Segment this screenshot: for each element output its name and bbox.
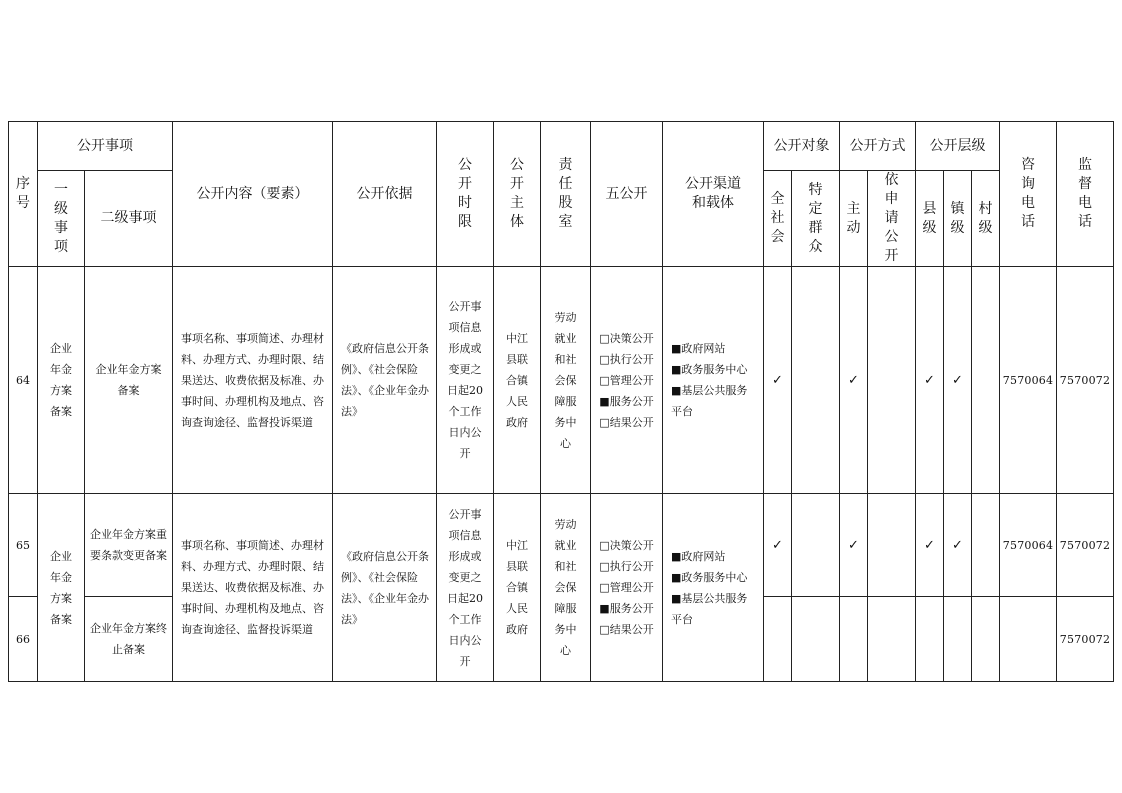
row-basis: 《政府信息公开条例》、《社会保险法》、《企业年金办法》 xyxy=(333,267,437,494)
header-content: 公开内容（要素） xyxy=(173,122,333,267)
header-method: 公开方式 xyxy=(840,122,916,171)
row-dept: 劳动就业和社会保障服务中心 xyxy=(541,267,591,494)
row-subject: 中江县联合镇人民政府 xyxy=(494,267,541,494)
row-five xyxy=(591,494,663,682)
row-aud-all: ✓ xyxy=(764,494,792,597)
row-supervise: 7570072 xyxy=(1057,494,1114,597)
five-item: □执行公开 xyxy=(599,352,654,366)
row-subject: 中江县联合镇人民政府 xyxy=(494,494,541,682)
header-aud-specific: 特定群众 xyxy=(792,171,840,267)
header-level1: 一级事项 xyxy=(38,171,85,267)
header-lvl-town: 镇级 xyxy=(944,171,972,267)
channel-item: ■政府网站 xyxy=(671,342,726,355)
five-item: □决策公开 xyxy=(599,539,654,552)
table-row xyxy=(9,494,1114,597)
row-time-limit: 公开事项信息形成或变更之日起20个工作日内公开 xyxy=(437,267,494,494)
row-aud-all xyxy=(764,597,792,682)
channel-item: ■政务服务中心 xyxy=(671,570,748,584)
channel-item: ■政务服务中心 xyxy=(671,363,748,376)
five-item: □结果公开 xyxy=(599,623,654,636)
row-dept: 劳动就业和社会保障服务中心 xyxy=(541,494,591,682)
header-method-apply: 依申请公开 xyxy=(868,171,916,267)
header-audience: 公开对象 xyxy=(764,122,840,171)
header-aud-all: 全社会 xyxy=(764,171,792,267)
row-basis: 《政府信息公开条例》、《社会保险法》、《企业年金办法》 xyxy=(333,494,437,682)
row-lvl-town xyxy=(944,597,972,682)
row-method-active: ✓ xyxy=(840,494,868,597)
row-lvl-county: ✓ xyxy=(916,494,944,597)
five-item: □结果公开 xyxy=(599,415,654,429)
header-item-group: 公开事项 xyxy=(38,122,173,171)
disclosure-table xyxy=(8,121,1114,682)
five-item: □执行公开 xyxy=(599,560,654,573)
row-time-limit: 公开事项信息形成或变更之日起20个工作日内公开 xyxy=(437,494,494,682)
table-row xyxy=(9,267,1114,494)
header-supervise: 监督电话 xyxy=(1057,122,1114,267)
row-channel xyxy=(663,494,764,682)
row-aud-specific xyxy=(792,597,840,682)
row-lvl-town: ✓ xyxy=(944,494,972,597)
row-content: 事项名称、事项简述、办理材料、办理方式、办理时限、结果送达、收费依据及标准、办事时间、办理机构及地点、咨询查询途径、监督投诉渠道 xyxy=(173,494,333,682)
header-level: 公开层级 xyxy=(916,122,1000,171)
channel-item: ■基层公共服务平台 xyxy=(671,591,748,626)
row-level2: 企业年金方案重要条款变更备案 xyxy=(85,494,173,597)
row-level1: 企业年金方案备案 xyxy=(38,267,85,494)
header-lvl-county: 县级 xyxy=(916,171,944,267)
row-method-active: ✓ xyxy=(840,267,868,494)
header-consult: 咨询电话 xyxy=(1000,122,1057,267)
row-method-active xyxy=(840,597,868,682)
row-level2: 企业年金方案备案 xyxy=(85,267,173,494)
channel-item: ■基层公共服务平台 xyxy=(671,384,748,418)
row-five xyxy=(591,267,663,494)
row-level1: 企业年金方案备案 xyxy=(38,494,85,682)
header-method-active: 主动 xyxy=(840,171,868,267)
five-item: □决策公开 xyxy=(599,331,654,345)
row-consult: 7570064 xyxy=(1000,267,1057,494)
row-aud-all: ✓ xyxy=(764,267,792,494)
row-consult xyxy=(1000,597,1057,682)
row-method-apply xyxy=(868,494,916,597)
row-aud-specific xyxy=(792,267,840,494)
header-lvl-village: 村级 xyxy=(972,171,1000,267)
row-level2: 企业年金方案终止备案 xyxy=(85,597,173,682)
row-method-apply xyxy=(868,597,916,682)
five-item: □管理公开 xyxy=(599,373,654,387)
row-seq: 66 xyxy=(9,597,38,682)
row-aud-specific xyxy=(792,494,840,597)
row-lvl-county: ✓ xyxy=(916,267,944,494)
row-lvl-village xyxy=(972,494,1000,597)
header-level2: 二级事项 xyxy=(85,171,173,267)
row-lvl-village xyxy=(972,267,1000,494)
five-item: □管理公开 xyxy=(599,581,654,594)
row-supervise: 7570072 xyxy=(1057,267,1114,494)
header-subject: 公开主体 xyxy=(494,122,541,267)
row-supervise: 7570072 xyxy=(1057,597,1114,682)
row-content: 事项名称、事项简述、办理材料、办理方式、办理时限、结果送达、收费依据及标准、办事时间、办理机构及地点、咨询查询途径、监督投诉渠道 xyxy=(173,267,333,494)
channel-item: ■政府网站 xyxy=(671,549,726,563)
header-channel: 公开渠道和载体 xyxy=(663,122,764,267)
row-seq: 64 xyxy=(9,267,38,494)
row-lvl-town: ✓ xyxy=(944,267,972,494)
row-method-apply xyxy=(868,267,916,494)
header-basis: 公开依据 xyxy=(333,122,437,267)
row-channel xyxy=(663,267,764,494)
header-time-limit: 公开时限 xyxy=(437,122,494,267)
five-item: ■服务公开 xyxy=(599,394,654,408)
row-consult: 7570064 xyxy=(1000,494,1057,597)
header-dept: 责任股室 xyxy=(541,122,591,267)
header-seq: 序号 xyxy=(9,122,38,267)
header-five: 五公开 xyxy=(591,122,663,267)
row-lvl-county xyxy=(916,597,944,682)
five-item: ■服务公开 xyxy=(599,602,654,615)
row-seq: 65 xyxy=(9,494,38,597)
row-lvl-village xyxy=(972,597,1000,682)
